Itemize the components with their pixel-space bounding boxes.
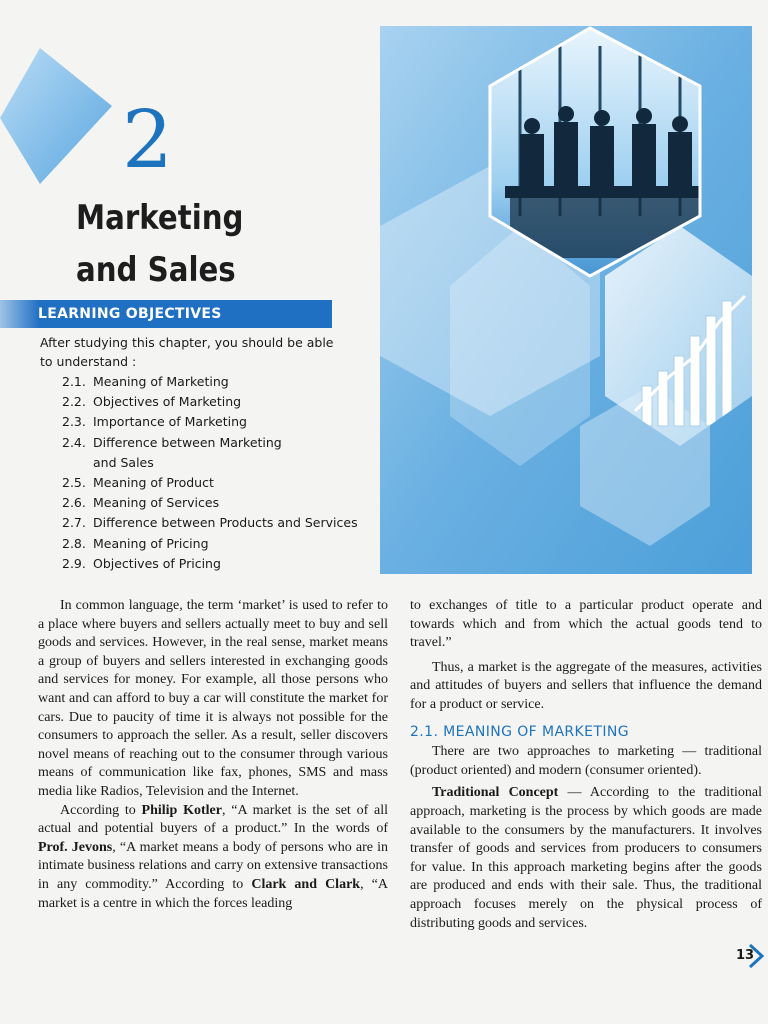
page-number: 13	[736, 948, 755, 963]
section-heading: 2.1. MEANING OF MARKETING	[410, 723, 629, 740]
objective-item: 2.3. Importance of Marketing	[62, 414, 247, 430]
objective-item: 2.4. Difference between Marketing and Sales	[62, 434, 282, 470]
paragraph: According to Philip Kotler, “A market is the set of all actual and potential buyers of a product.” In the words of Prof. Jevons, “A market means a body of persons who are in intimate business relations and carry on extensive transactions in any commodity.” According to Clark and Clark, “A market is a centre in which the forces leading	[38, 802, 389, 911]
learning-objectives-heading: LEARNING OBJECTIVES	[38, 306, 222, 322]
paragraph: In common language, the term ‘market’ is used to refer to a place where buyers and sellers actually meet to buy and sell goods and services. However, in the real sense, market means a group of buyers and sellers interested in exchanging goods and services for money. For example, all those persons who want and can afford to buy a car will constitute the market for cars. Due to paucity of time it is always not possible for the consumers to approach the seller. As a result, seller discovers novel means of reaching out to the consumer through various means of communication like fax, phones, SMS and mass media like Radios, Television and the Internet.	[38, 598, 388, 799]
paragraph: Traditional Concept — According to the traditional approach, marketing is the process by which goods are made available to the consumers by the manufacturers. It involves transfer of goods and services from producers to consumers for value. In this approach marketing begins after the goods are produced and ends with their sale. Thus, the traditional approach focuses merely on the physical process of distributing goods and services.	[410, 785, 762, 931]
objective-item: 2.8. Meaning of Pricing	[62, 535, 209, 551]
body-column-left	[38, 597, 388, 913]
chapter-title	[76, 192, 243, 296]
hero-illustration	[380, 26, 752, 574]
objective-item: 2.2. Objectives of Marketing	[62, 394, 242, 410]
learning-objectives-list	[62, 372, 362, 574]
page-arrow-icon	[748, 943, 766, 969]
paragraph: There are two approaches to marketing — traditional (product oriented) and modern (consumer oriented).	[410, 744, 762, 778]
objective-item: 2.9. Objectives of Pricing	[62, 555, 221, 571]
chapter-diamond-shape	[0, 48, 115, 188]
chapter-title-line2: and Sales	[76, 250, 236, 290]
learning-objectives-intro: After studying this chapter, you should be able to understand :	[40, 335, 334, 369]
objective-item: 2.5. Meaning of Product	[62, 475, 214, 491]
chapter-number: 2	[122, 93, 173, 186]
paragraph: Thus, a market is the aggregate of the measures, activities and attitudes of buyers and sellers that influence the demand for a product or service.	[410, 659, 762, 712]
objective-item: 2.7. Difference between Products and Services	[62, 515, 358, 531]
body-column-right	[410, 597, 762, 933]
chapter-title-line1: Marketing	[76, 198, 244, 238]
paragraph: to exchanges of title to a particular product operate and towards which and from which the actual goods tend to travel.”	[410, 598, 762, 651]
objective-item: 2.6. Meaning of Services	[62, 495, 220, 511]
objective-item: 2.1. Meaning of Marketing	[62, 374, 229, 389]
